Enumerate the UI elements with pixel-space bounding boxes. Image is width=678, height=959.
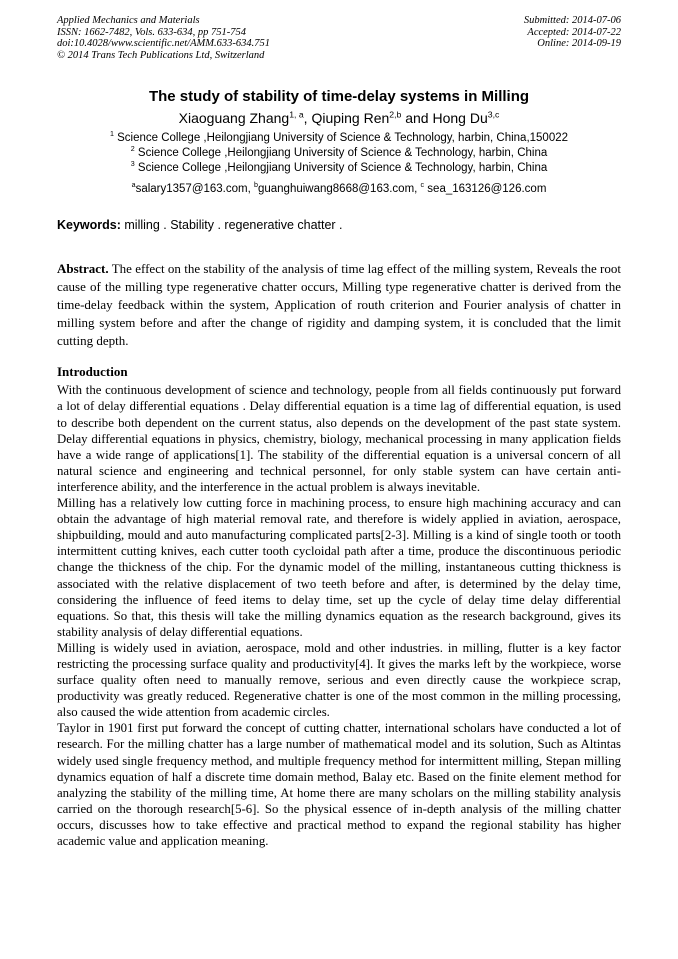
keywords-line (57, 217, 621, 233)
doi-line: doi:10.4028/www.scientific.net/AMM.633-634.751 (57, 38, 270, 50)
paper-title: The study of stability of time-delay systems in Milling (148, 88, 530, 106)
affiliation-text: Science College ,Heilongjiang University of Science & Technology, harbin, China,150022 (113, 132, 569, 145)
affiliation-superscript: 2 (130, 145, 135, 154)
submitted-date: Submitted: 2014-07-06 (523, 15, 621, 26)
online-date: Online: 2014-09-19 (537, 38, 621, 50)
author-name: Xiaoguang Zhang (178, 110, 290, 127)
masthead-journal-block (57, 15, 270, 61)
email-superscript: a (131, 181, 136, 190)
affiliation-superscript: 1 (109, 130, 114, 139)
issn-line: ISSN: 1662-7482, Vols. 633-634, pp 751-754 (57, 26, 246, 38)
affiliation-superscript: 3 (130, 160, 135, 169)
intro-paragraph-1: With the continuous development of science and technology, people from all fields continuously put forward a lot of delay differential equations . Delay differential equation is a time lag of differential equation, is used to describe both dependent on the current status, also depends on the development of the past state system. Delay differential equations in physics, chemistry, biology, mechanical processing in many application fields have a wide range of applications[1]. The stability of the differential equation is a universal concern of all natural science and engineering and technical personnel, for only stable system can have certain anti-interference ability, and the interference in the actual problem is always inevitable. (57, 383, 621, 494)
abstract-paragraph (57, 260, 621, 350)
email-superscript: c (420, 181, 425, 190)
affiliation-line (57, 131, 621, 146)
email-superscript: b (254, 181, 258, 190)
author-superscript: 3,c (487, 109, 500, 120)
masthead (57, 15, 621, 61)
author-separator: and (401, 110, 433, 127)
masthead-dates-block (524, 15, 621, 61)
affiliation-line (57, 146, 621, 161)
affiliation-line (57, 161, 621, 176)
author-superscript: 1, a (289, 109, 304, 120)
author-superscript: 2,b (389, 109, 402, 120)
section-heading-introduction: Introduction (57, 364, 128, 380)
intro-paragraph-4: Taylor in 1901 first put forward the concept of cutting chatter, international scholars have conducted a lot of research. For the milling chatter has a large number of mathematical model and its solution, Such as Altintas widely used single frequency method, and multiple frequency method for intermittent milling, Stepan milling dynamics equation of half a discrete time domain method, Balay etc. Based on the finite element method for analyzing the stability of the milling time, At home there are many scholars on the milling stability analysis carried on the thorough research[5-6]. So the physical essence of in-depth analysis of the milling chatter occurs, discusses how to take effective and practical method to expand the regional stability has higher academic value and application meaning. (57, 721, 621, 848)
emails-line (57, 182, 621, 197)
copyright-line: © 2014 Trans Tech Publications Ltd, Switzerland (57, 49, 265, 61)
keywords-text: milling . Stability . regenerative chatter . (120, 218, 343, 233)
authors-line (57, 108, 621, 128)
journal-name: Applied Mechanics and Materials (57, 15, 200, 26)
author-email: salary1357@163.com, (135, 183, 254, 196)
author-email: sea_163126@126.com (424, 183, 547, 196)
abstract-text: The effect on the stability of the analysis of time lag effect of the milling system, Reveals the root cause of the milling type regenerative chatter occurs, Milling type regenerative chatter is derived from the time-delay feedback within the system, Application of routh criterion and Fourier analysis of chatter in milling system before and after the change of rigidity and damping system, it is concluded that the limit cutting depth. (57, 261, 621, 349)
affiliation-text: Science College ,Heilongjiang University of Science & Technology, harbin, China (134, 162, 548, 175)
abstract-label: Abstract. (57, 261, 109, 277)
affiliation-text: Science College ,Heilongjiang University of Science & Technology, harbin, China (134, 147, 548, 160)
affiliations-block (57, 131, 621, 176)
author-separator: , (303, 110, 312, 127)
author-name: Qiuping Ren (311, 110, 390, 127)
accepted-date: Accepted: 2014-07-22 (527, 26, 621, 38)
author-email: guanghuiwang8668@163.com, (257, 183, 421, 196)
author-name: Hong Du (432, 110, 488, 127)
intro-paragraph-3: Milling is widely used in aviation, aerospace, mold and other industries. in milling, flutter is a key factor restricting the processing surface quality and productivity[4]. It gives the marks left by the workpiece, worse surface quality often need to manually remove, serious and even directly cause the workpiece scrap, productivity was greatly reduced. Regenerative chatter is one of the most common in the milling processing, also caused the wide attention from academic circles. (57, 640, 621, 720)
intro-paragraph-2: Milling has a relatively low cutting force in machining process, to ensure high machining accuracy and can obtain the advantage of high material removal rate, and therefore is widely applied in aviation, aerospace, shipbuilding, mould and auto manufacturing complicated parts[2-3]. Milling is a kind of single tooth or tooth intermittent cutting knives, each cutter tooth cycloidal path after a time, produce the discontinuous periodic change the thickness of the chip. For the dynamic model of the milling, instantaneous cutting thickness is associated with the relative displacement of two teeth before and after, is determined by the delay time, considering the influence of feed items to delay time, set up the cycle of delay time delay differential equations. So that, this thesis will take the milling dynamics equation as the research background, gives its stability analysis of delay differential equations. (57, 496, 621, 639)
keywords-label: Keywords: (57, 218, 121, 233)
